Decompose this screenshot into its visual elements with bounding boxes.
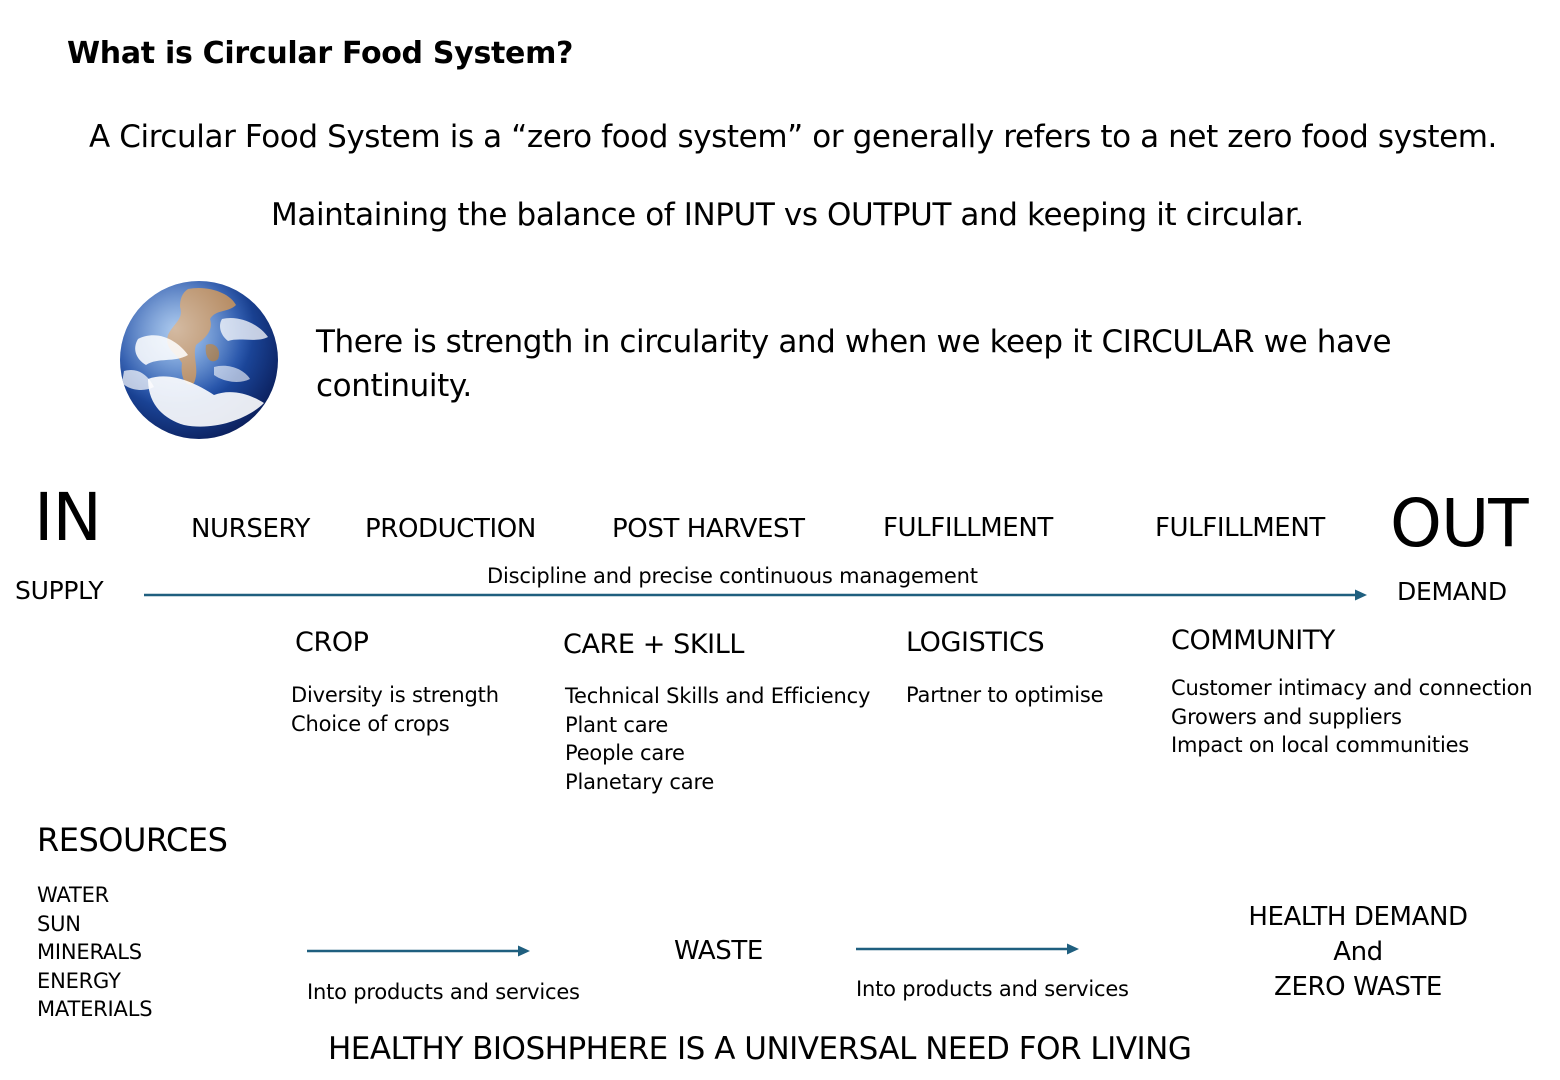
list-item: MINERALS (37, 940, 142, 964)
list-item: SUN (37, 911, 81, 936)
stage-production: PRODUCTION (365, 514, 536, 544)
pillar-logistics-title: LOGISTICS (906, 627, 1045, 658)
caption-into-products-left: Into products and services (307, 980, 580, 1004)
out-label: OUT (1390, 485, 1528, 562)
list-item: Growers and suppliers (1171, 704, 1402, 729)
footer-statement: HEALTHY BIOSHPHERE IS A UNIVERSAL NEED FOR LIVING (328, 1031, 1192, 1067)
list-item: ENERGY (37, 968, 121, 993)
outcome-line: And (1333, 937, 1383, 967)
main-flow-arrow (144, 590, 1367, 601)
list-item: Diversity is strength (291, 683, 499, 707)
intro-definition: A Circular Food System is a “zero food system” or generally refers to a net zero food system. (89, 119, 1498, 155)
strength-statement-line1: There is strength in circularity and when we keep it CIRCULAR we have (316, 324, 1392, 360)
stage-fulfillment-1: FULFILLMENT (883, 513, 1053, 543)
list-item: Technical Skills and Efficiency (565, 684, 871, 708)
pillar-crop-list (291, 681, 499, 738)
page-title: What is Circular Food System? (67, 36, 574, 71)
outcome-line: HEALTH DEMAND (1248, 902, 1468, 932)
list-item: MATERIALS (37, 997, 153, 1021)
outcome-block (1228, 900, 1488, 1005)
pillar-care-list (565, 682, 870, 796)
resources-title: RESOURCES (37, 821, 228, 859)
list-item: Partner to optimise (906, 683, 1104, 707)
list-item: Plant care (565, 712, 669, 737)
waste-to-outcome-arrow (856, 944, 1079, 955)
list-item: Choice of crops (291, 711, 450, 736)
in-label: IN (34, 479, 101, 556)
pillar-care-title: CARE + SKILL (563, 629, 745, 660)
pillar-community-title: COMMUNITY (1171, 625, 1336, 656)
outcome-line: ZERO WASTE (1274, 972, 1442, 1002)
list-item: Planetary care (565, 769, 715, 794)
stage-post-harvest: POST HARVEST (612, 514, 805, 544)
waste-label: WASTE (674, 936, 763, 966)
list-item: WATER (37, 883, 110, 907)
demand-label: DEMAND (1397, 577, 1507, 606)
stage-fulfillment-2: FULFILLMENT (1155, 513, 1325, 543)
pillar-logistics-list (906, 681, 1103, 710)
supply-label: SUPPLY (15, 576, 104, 605)
list-item: People care (565, 741, 685, 765)
list-item: Impact on local communities (1171, 733, 1470, 757)
pillar-community-list (1171, 674, 1532, 760)
list-item: Customer intimacy and connection (1171, 676, 1533, 700)
strength-statement-line2: continuity. (316, 368, 472, 404)
stage-nursery: NURSERY (191, 514, 310, 544)
arrow-caption: Discipline and precise continuous management (487, 564, 978, 588)
pillar-crop-title: CROP (295, 627, 369, 658)
caption-into-products-right: Into products and services (856, 977, 1129, 1001)
resources-to-waste-arrow (307, 946, 530, 957)
resources-list (37, 881, 152, 1024)
intro-balance: Maintaining the balance of INPUT vs OUTPUT and keeping it circular. (271, 197, 1304, 233)
